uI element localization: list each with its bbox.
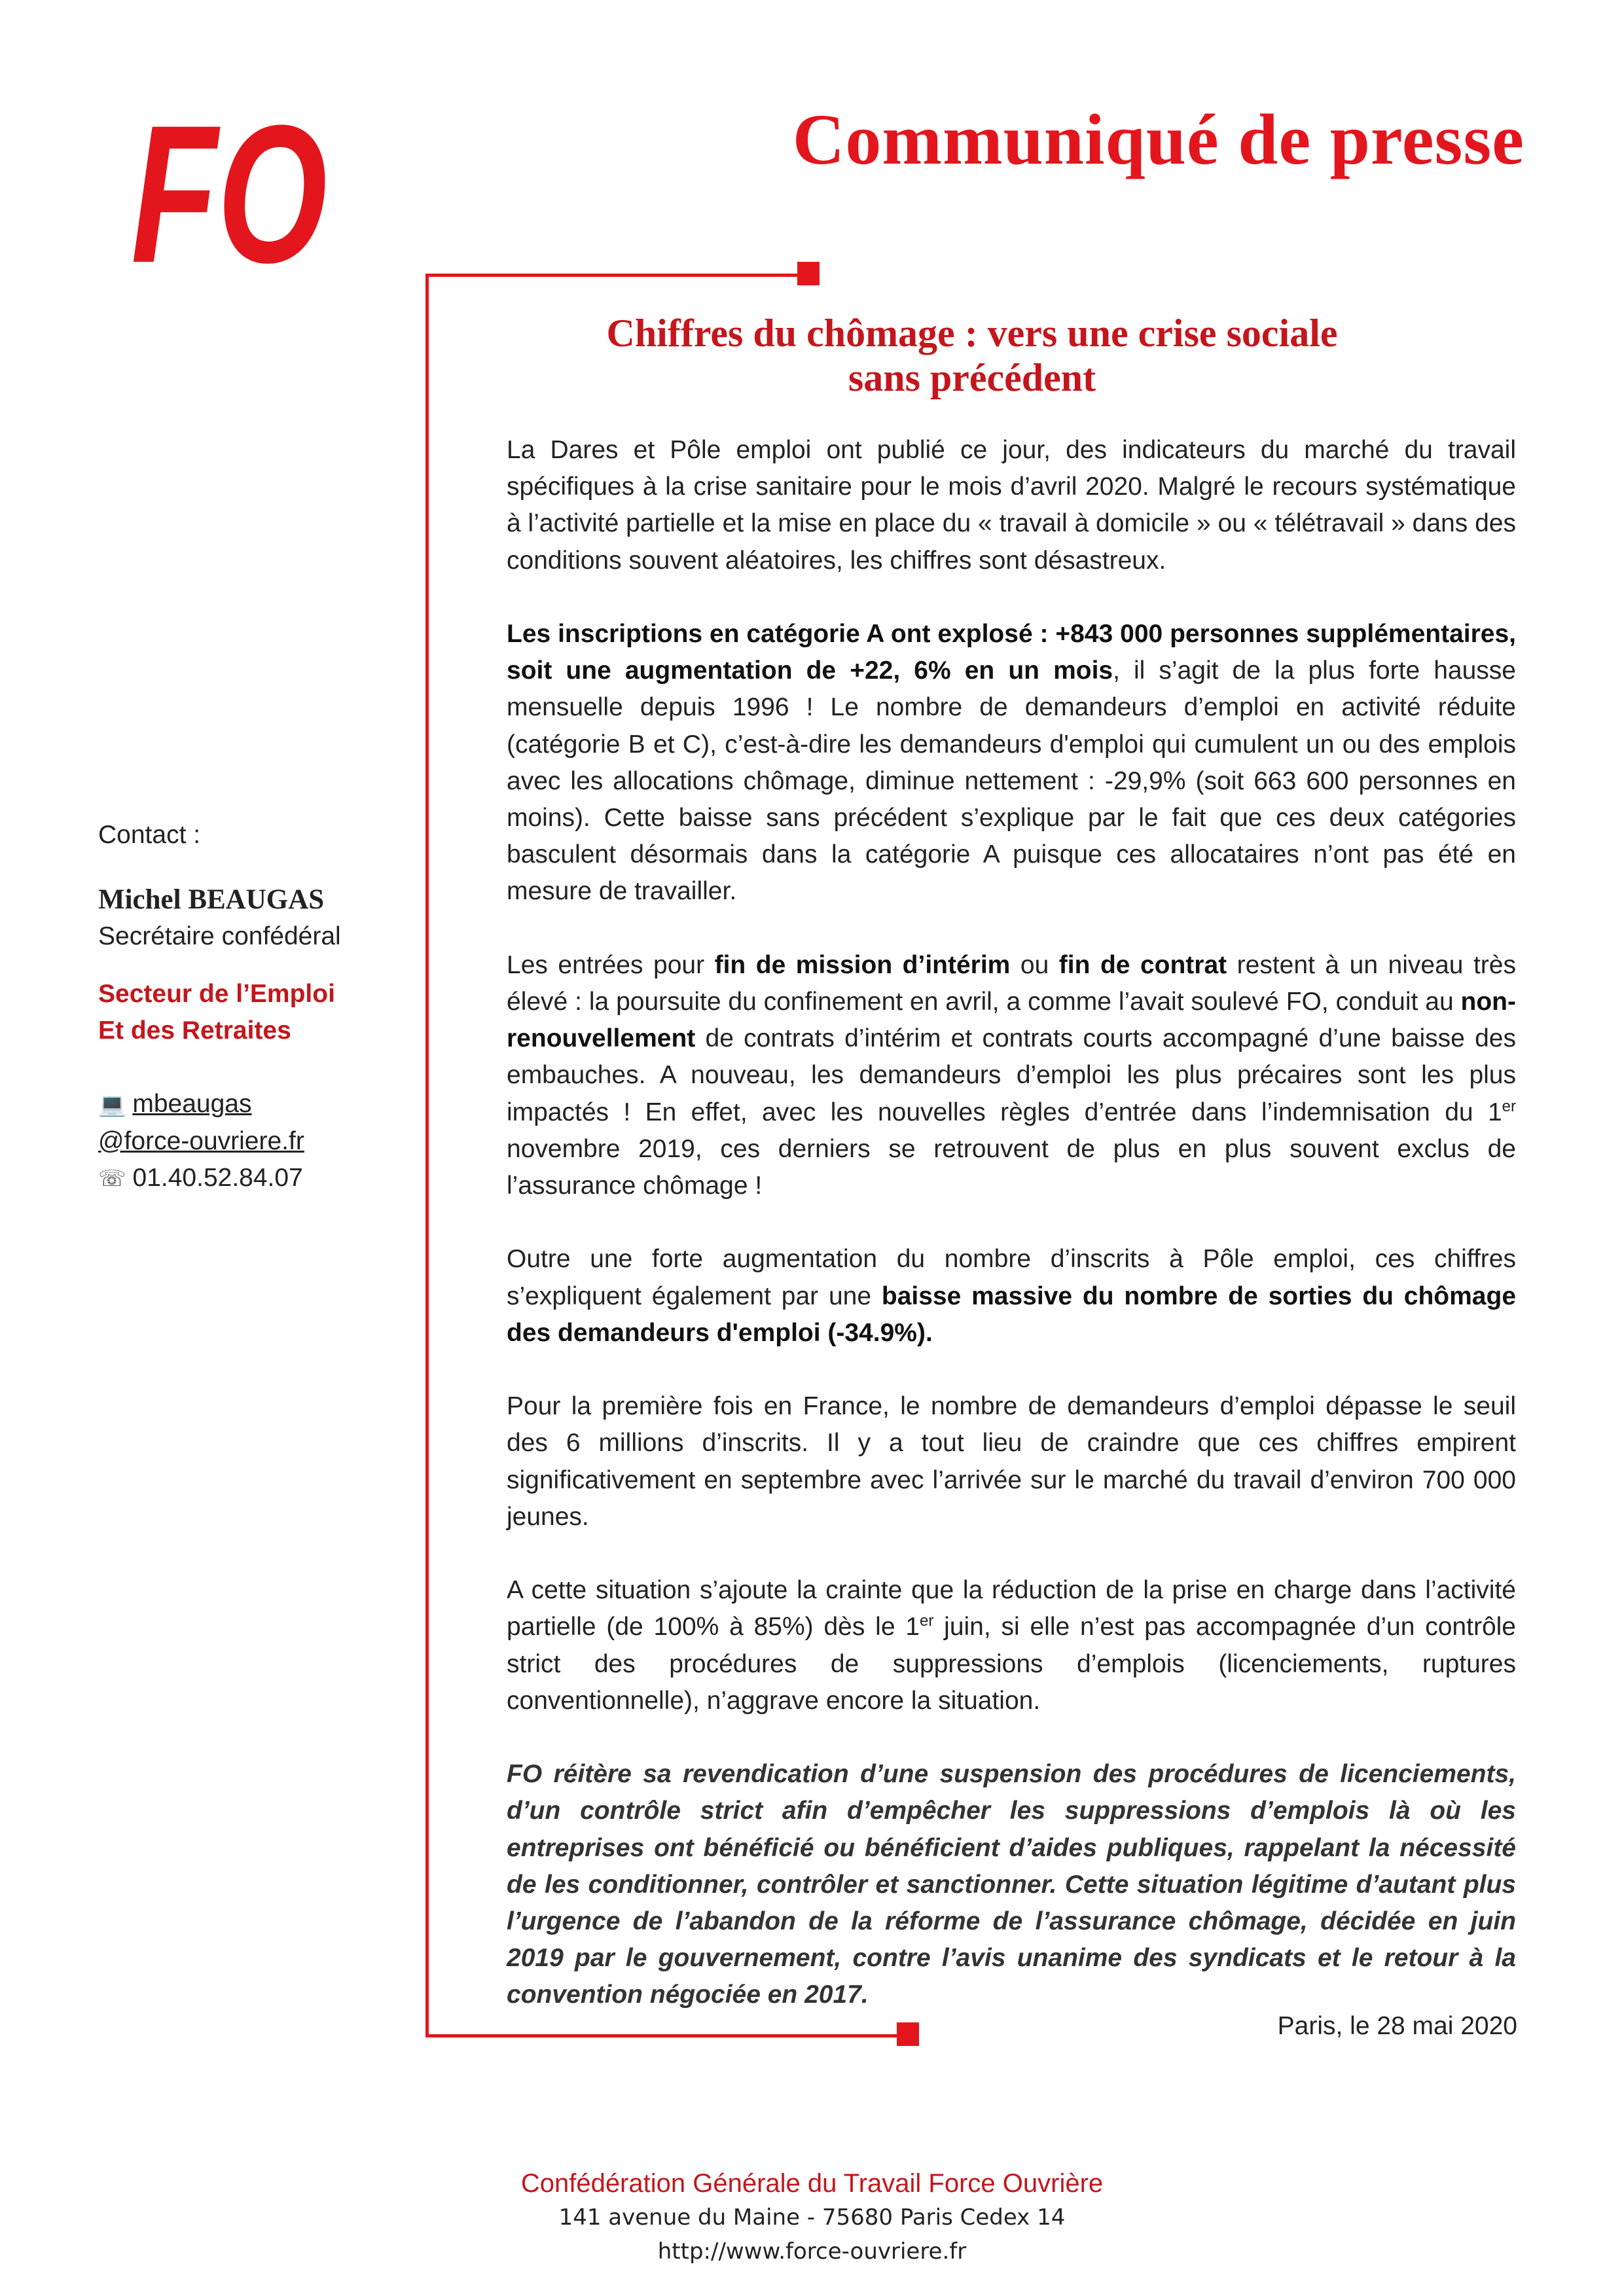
paragraph-5: Pour la première fois en France, le nombre de demandeurs d’emploi dépasse le seuil des 6 millions d’inscrits. Il y a tout lieu de craindre que ces chiffres empirent significativement en septembre avec l’arrivée sur le marché du travail d’environ 700 000 jeunes.	[507, 1392, 1516, 1531]
footer-organization: Confédération Générale du Travail Force Ouvrière	[520, 2169, 1104, 2198]
headline	[511, 311, 1434, 400]
laptop-icon: 💻	[98, 1092, 126, 1117]
contact-phone: 01.40.52.84.07	[132, 1164, 303, 1192]
contact-name: Michel BEAUGAS	[98, 884, 325, 915]
fo-logo	[131, 84, 334, 304]
fo-logo-text: FO	[131, 84, 327, 304]
contact-role: Secrétaire confédéral	[98, 922, 341, 950]
frame-line-left	[425, 274, 429, 2037]
paragraph-conclusion: FO réitère sa revendication d’une suspension des procédures de licenciements, d’un contrôle strict afin d’empêcher les suppressions d’emplois là où les entreprises ont bénéficié ou bénéficient d’aides publiques, rappelant la nécessité de les conditionner, contrôler et sanctionner. Cette situation légitime d’autant plus l’urgence de l’abandon de la réforme de l’assurance chômage, décidée en juin 2019 par le gouvernement, contre l’avis unanime des syndicats et le retour à la convention négociée en 2017.	[507, 1760, 1516, 2009]
paragraph-2: Les inscriptions en catégorie A ont explosé : +843 000 personnes supplémentaires, soit une augmentation de +22, 6% en un mois, il s’agit de la plus forte hausse mensuelle depuis 1996 ! Le nombre de demandeurs d’emploi en activité réduite (catégorie B et C), c’est-à-dire les demandeurs d'emploi qui cumulent un ou des emplois avec les allocations chômage, diminue nettement : -29,9% (soit 663 600 personnes en moins). Cette baisse sans précédent s’explique par le fait que ces deux catégories basculent désormais dans la catégorie A puisque ces allocataires n’ont pas été en mesure de travailler.	[507, 620, 1516, 906]
press-release-body	[507, 432, 1516, 2014]
footer-url[interactable]: http://www.force-ouvriere.fr	[657, 2238, 967, 2265]
headline-line-1: Chiffres du chômage : vers une crise sociale	[606, 312, 1338, 355]
paragraph-1: La Dares et Pôle emploi ont publié ce jour, des indicateurs du marché du travail spécifiques à la crise sanitaire pour le mois d’avril 2020. Malgré le recours systématique à l’activité partielle et la mise en place du « travail à domicile » ou « télétravail » dans des conditions souvent aléatoires, les chiffres sont désastreux.	[507, 436, 1516, 575]
frame-line-top	[425, 274, 808, 277]
frame-square-bottom	[897, 2022, 919, 2046]
footer	[0, 2166, 1624, 2269]
paragraph-6: A cette situation s’ajoute la crainte que la réduction de la prise en charge dans l’activité partielle (de 100% à 85%) dès le 1er juin, si elle n’est pas accompagnée d’un contrôle strict des procédures de suppressions d’emplois (licenciements, ruptures conventionnelle), n’aggrave encore la situation.	[507, 1576, 1516, 1715]
phone-line	[98, 1160, 399, 1197]
contact-sector: Secteur de l’Emploi Et des Retraites	[98, 980, 335, 1045]
contact-sidebar	[98, 817, 399, 1197]
paragraph-2-emphasis: Les inscriptions en catégorie A ont explosé : +843 000 personnes supplémentaires, soit une augmentation de +22, 6% en un mois	[507, 620, 1516, 685]
phone-icon: ☏	[98, 1166, 126, 1191]
email-line-2	[98, 1123, 399, 1160]
dateline: Paris, le 28 mai 2020	[1277, 2012, 1517, 2040]
footer-address: 141 avenue du Maine - 75680 Paris Cedex 14	[558, 2204, 1066, 2231]
paragraph-3: Les entrées pour fin de mission d’intérim ou fin de contrat restent à un niveau très élevé : la poursuite du confinement en avril, a comme l’avait soulevé FO, conduit au non-renouvellement de contrats d’intérim et contrats courts accompagné d’une baisse des embauches. A nouveau, les demandeurs d’emploi les plus précaires sont les plus impactés ! En effet, avec les nouvelles règles d’entrée dans l’indemnisation du 1er novembre 2019, ces derniers se retrouvent de plus en plus souvent exclus de l’assurance chômage !	[507, 950, 1516, 1200]
document-title: Communiqué de presse	[792, 99, 1525, 179]
email-link-part1[interactable]: mbeaugas	[132, 1090, 252, 1118]
frame-line-bottom	[425, 2034, 903, 2037]
email-link-part2[interactable]: @force-ouvriere.fr	[98, 1127, 304, 1155]
contact-label: Contact :	[98, 821, 201, 849]
email-line	[98, 1086, 399, 1123]
headline-line-2: sans précédent	[848, 356, 1096, 399]
frame-square-top	[797, 262, 820, 285]
paragraph-4: Outre une forte augmentation du nombre d’inscrits à Pôle emploi, ces chiffres s’expliquent également par une baisse massive du nombre de sorties du chômage des demandeurs d'emploi (-34.9%).	[507, 1245, 1517, 1347]
